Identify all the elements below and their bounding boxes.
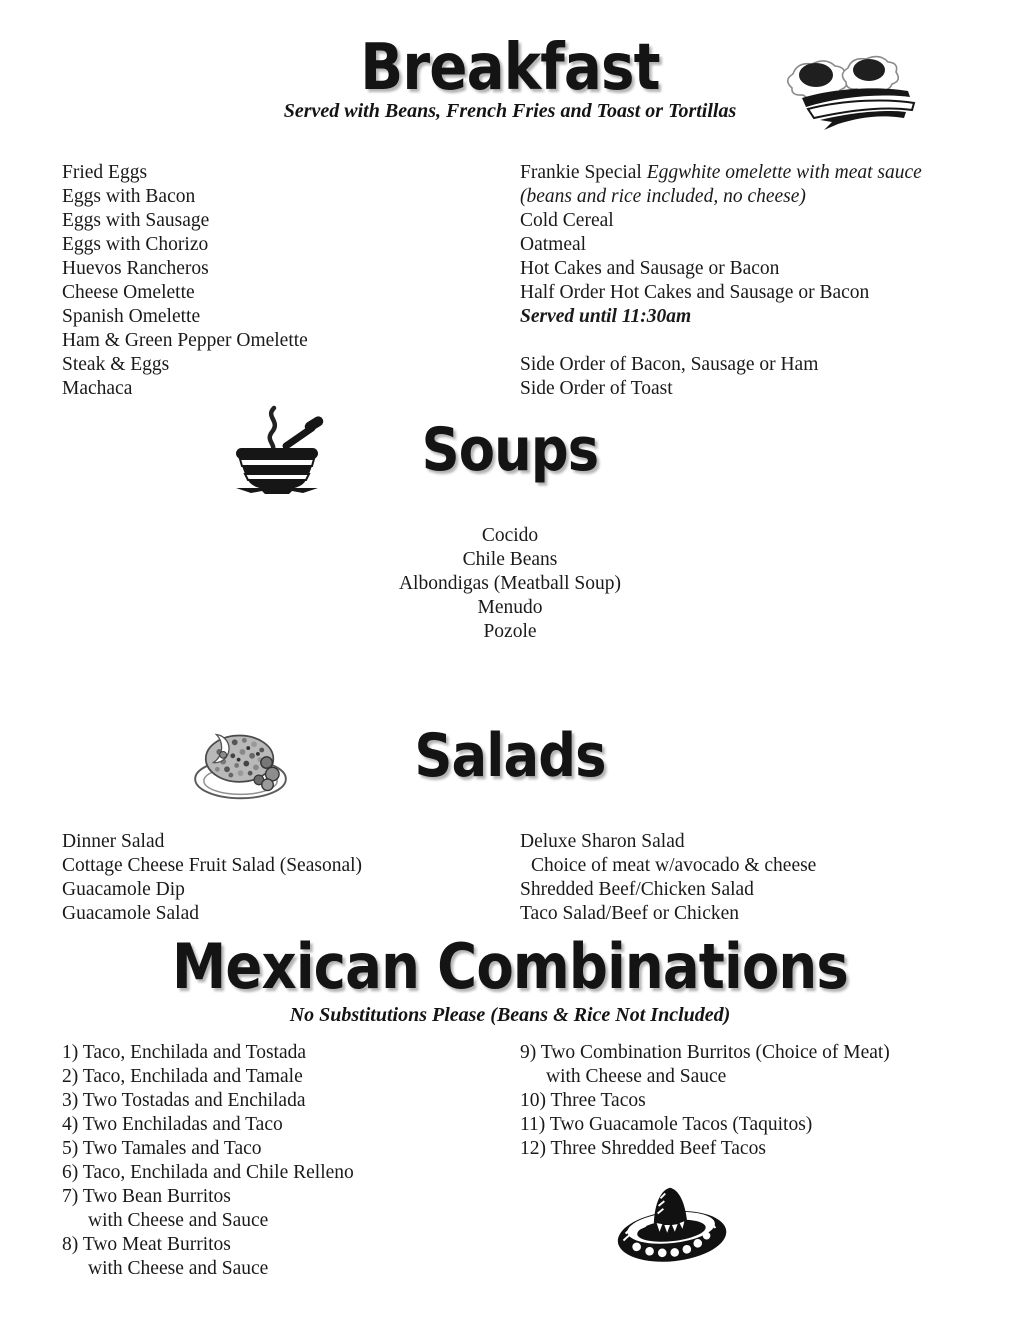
bacon-and-eggs-icon: [776, 54, 920, 130]
menu-item-line: Spanish Omelette: [62, 306, 201, 327]
menu-item-line: 10) Three Tacos: [520, 1090, 646, 1111]
menu-item-line: 8) Two Meat Burritos: [62, 1234, 231, 1255]
menu-item-line: Cottage Cheese Fruit Salad (Seasonal): [62, 855, 363, 876]
mexican-title: Mexican Combinations: [172, 930, 848, 1003]
menu-item-line: Albondigas (Meatball Soup): [398, 573, 622, 594]
menu-item-line: Cold Cereal: [520, 210, 614, 231]
menu-item-line: 7) Two Bean Burritos: [62, 1186, 231, 1207]
menu-item-line: Side Order of Toast: [520, 378, 673, 399]
menu-item-line: Menudo: [477, 597, 543, 618]
menu-item-line: Deluxe Sharon Salad: [520, 831, 685, 852]
menu-item-line: Huevos Rancheros: [62, 258, 209, 279]
mexican-subtitle: No Substitutions Please (Beans & Rice Not Included): [289, 1004, 731, 1026]
menu-item-line: Taco Salad/Beef or Chicken: [520, 903, 740, 924]
menu-item-line: Hot Cakes and Sausage or Bacon: [520, 258, 780, 279]
menu-item-line: with Cheese and Sauce: [88, 1210, 269, 1231]
menu-item-line: Ham & Green Pepper Omelette: [62, 330, 308, 351]
mexican-left-list: [62, 1041, 354, 1281]
salads-left-list: [62, 830, 362, 926]
menu-item-line: 1) Taco, Enchilada and Tostada: [62, 1042, 307, 1063]
menu-item-line: 9) Two Combination Burritos (Choice of Meat): [520, 1042, 890, 1063]
menu-item-line: Steak & Eggs: [62, 354, 170, 375]
menu-item-line: 12) Three Shredded Beef Tacos: [520, 1138, 766, 1159]
menu-item-line: Machaca: [62, 378, 133, 399]
menu-item-line: Guacamole Salad: [62, 903, 199, 924]
menu-item-line: Side Order of Bacon, Sausage or Ham: [520, 354, 819, 375]
menu-item-line: Choice of meat w/avocado & cheese: [531, 855, 817, 876]
menu-item-line: Dinner Salad: [62, 831, 165, 852]
menu-item-line: Eggs with Bacon: [62, 186, 196, 207]
menu-item-line: 3) Two Tostadas and Enchilada: [62, 1090, 306, 1111]
menu-item-line: (beans and rice included, no cheese): [520, 186, 806, 207]
menu-item-line: [520, 329, 922, 353]
menu-item-line: Eggs with Chorizo: [62, 234, 209, 255]
menu-item-line: Served until 11:30am: [520, 306, 692, 327]
menu-item-line: Oatmeal: [520, 234, 587, 255]
menu-item-line: 6) Taco, Enchilada and Chile Relleno: [62, 1162, 354, 1183]
menu-item-line: Shredded Beef/Chicken Salad: [520, 879, 754, 900]
menu-item-line: 2) Taco, Enchilada and Tamale: [62, 1066, 303, 1087]
salads-title: Salads: [414, 721, 606, 791]
menu-item-line: Guacamole Dip: [62, 879, 185, 900]
breakfast-subtitle: Served with Beans, French Fries and Toast or Tortillas: [283, 100, 737, 122]
menu-item-line: Half Order Hot Cakes and Sausage or Bacon: [520, 282, 870, 303]
mexican-right-list: [520, 1041, 890, 1161]
menu-item-line: Fried Eggs: [62, 162, 148, 183]
breakfast-right-list: [520, 161, 922, 401]
sombrero-icon: [606, 1183, 736, 1269]
menu-item-line: Eggs with Sausage: [62, 210, 210, 231]
menu-item-line: Pozole: [483, 621, 537, 642]
breakfast-left-list: [62, 161, 308, 401]
menu-item-line: Chile Beans: [462, 549, 558, 570]
menu-item-line: Cheese Omelette: [62, 282, 195, 303]
menu-item-line: 11) Two Guacamole Tacos (Taquitos): [520, 1114, 813, 1135]
menu-item-line: Cocido: [481, 525, 539, 546]
menu-item-line: 5) Two Tamales and Taco: [62, 1138, 262, 1159]
soups-title: Soups: [421, 415, 599, 485]
menu-item-line: with Cheese and Sauce: [546, 1066, 727, 1087]
menu-item-line: with Cheese and Sauce: [88, 1258, 269, 1279]
menu-item-line: 4) Two Enchiladas and Taco: [62, 1114, 283, 1135]
soups-list: [0, 524, 1020, 644]
menu-item-line: Frankie Special Eggwhite omelette with meat sauce: [520, 162, 922, 183]
salads-right-list: [520, 830, 816, 926]
breakfast-title: Breakfast: [360, 31, 660, 105]
